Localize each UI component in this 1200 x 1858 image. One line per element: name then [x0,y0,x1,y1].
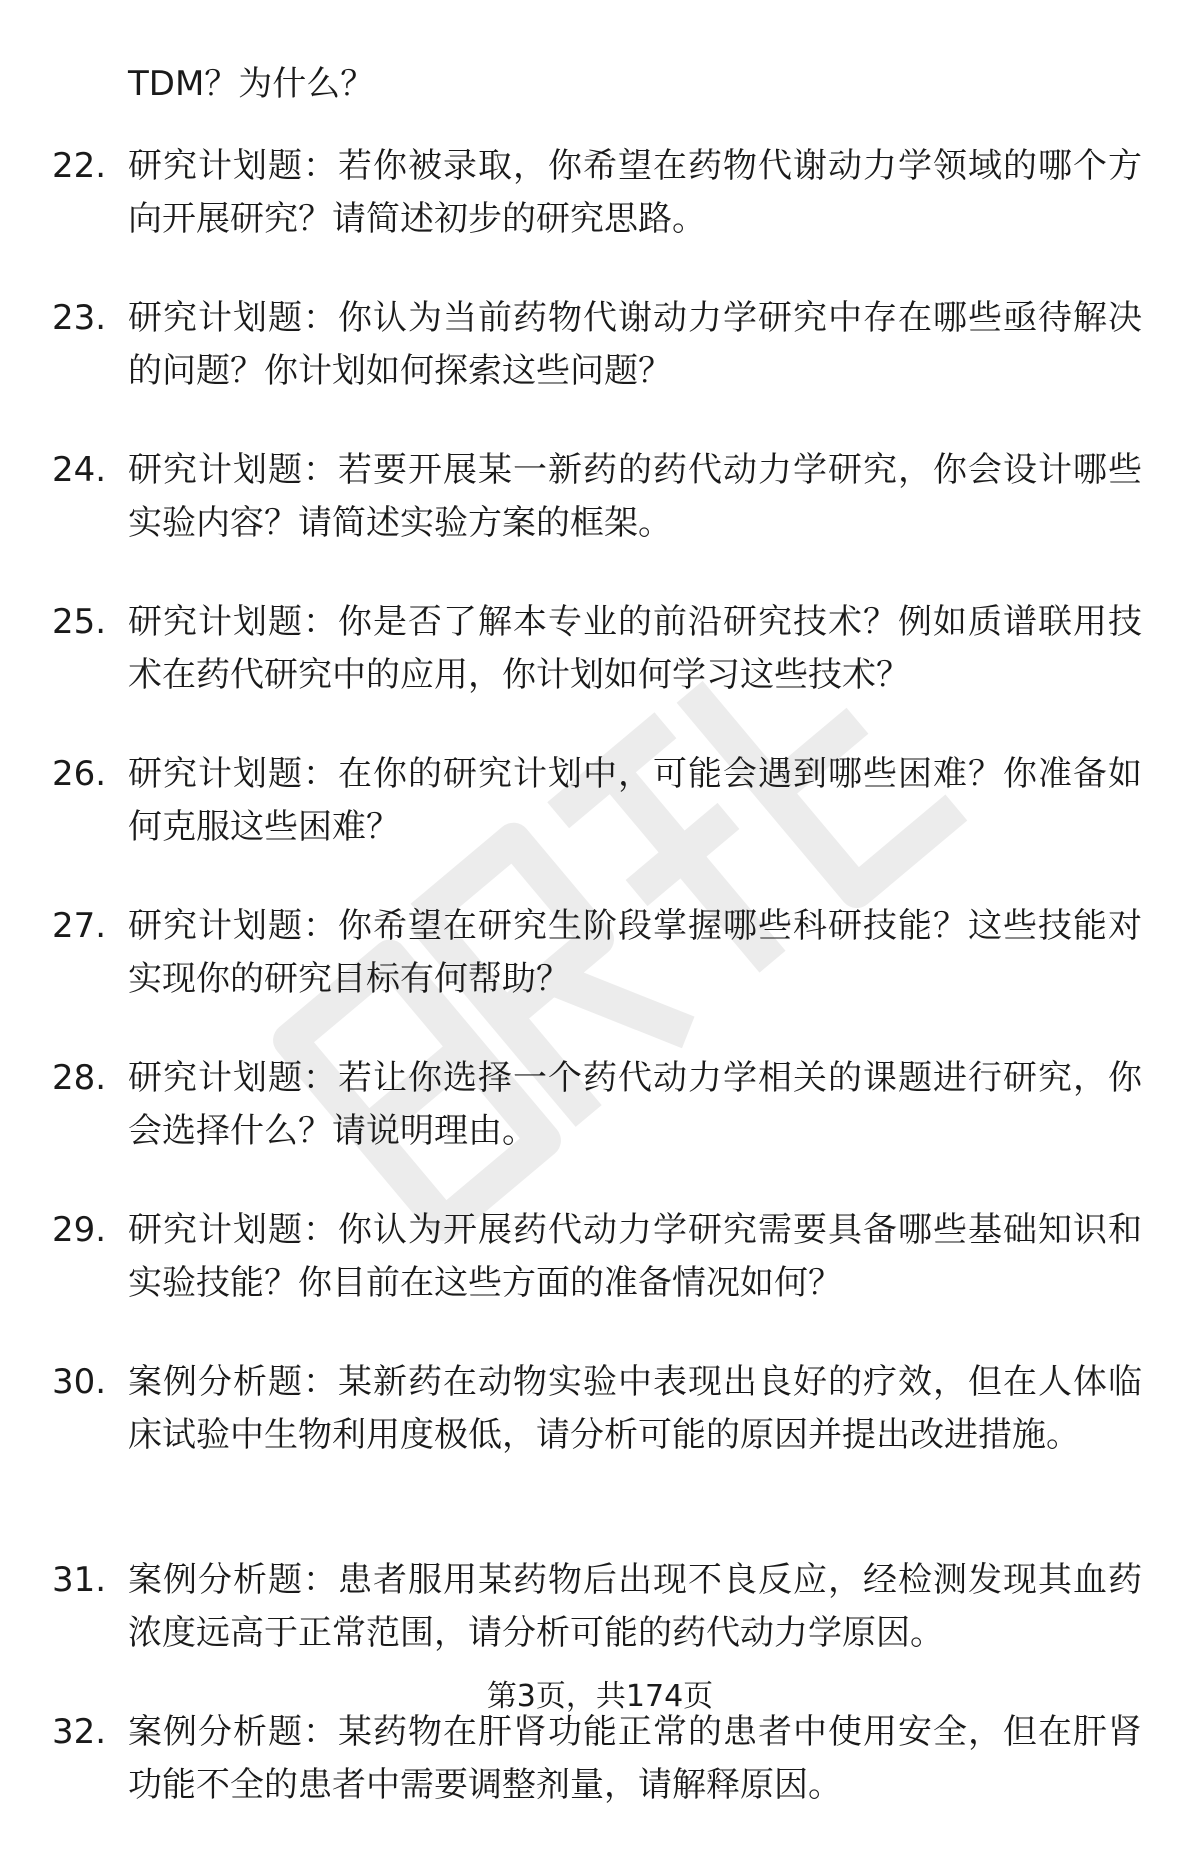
question-number: 28. [52,1058,107,1098]
question-number: 25. [52,602,107,642]
question-item [0,596,1200,748]
question-number: 31. [52,1560,107,1600]
question-text: 案例分析题：患者服用某药物后出现不良反应，经检测发现其血药浓度远高于正常范围，请分析可能的药代动力学原因。 [128,1560,1142,1653]
question-item [0,1052,1200,1204]
question-item [0,292,1200,444]
question-text: 案例分析题：某新药在动物实验中表现出良好的疗效，但在人体临床试验中生物利用度极低，请分析可能的原因并提出改进措施。 [128,1362,1142,1455]
question-text: 研究计划题：你希望在研究生阶段掌握哪些科研技能？这些技能对实现你的研究目标有何帮助？ [128,906,1142,999]
page-indicator: 第3页，共174页 [486,1679,714,1714]
continuation-line: TDM？为什么？ [128,64,375,104]
question-text: 研究计划题：你认为当前药物代谢动力学研究中存在哪些亟待解决的问题？你计划如何探索这些问题？ [128,298,1142,391]
question-text: 研究计划题：若让你选择一个药代动力学相关的课题进行研究，你会选择什么？请说明理由。 [128,1058,1142,1151]
question-number: 30. [52,1362,107,1402]
question-number: 29. [52,1210,107,1250]
question-item [0,444,1200,596]
question-list [0,140,1200,1858]
question-number: 22. [52,146,107,186]
question-text: 研究计划题：你是否了解本专业的前沿研究技术？例如质谱联用技术在药代研究中的应用，你计划如何学习这些技术？ [128,602,1142,695]
question-item [0,140,1200,292]
question-item [0,1706,1200,1858]
question-item [0,1204,1200,1356]
question-number: 24. [52,450,107,490]
page-footer [0,1677,1200,1717]
question-text: 案例分析题：某药物在肝肾功能正常的患者中使用安全，但在肝肾功能不全的患者中需要调整剂量，请解释原因。 [128,1712,1142,1805]
question-text: 研究计划题：你认为开展药代动力学研究需要具备哪些基础知识和实验技能？你目前在这些方面的准备情况如何？ [128,1210,1142,1303]
question-item [0,748,1200,900]
question-text: 研究计划题：若你被录取，你希望在药物代谢动力学领域的哪个方向开展研究？请简述初步的研究思路。 [128,146,1142,239]
question-number: 32. [52,1712,107,1752]
question-item [0,900,1200,1052]
question-number: 26. [52,754,107,794]
question-text: 研究计划题：若要开展某一新药的药代动力学研究，你会设计哪些实验内容？请简述实验方案的框架。 [128,450,1142,543]
question-text: 研究计划题：在你的研究计划中，可能会遇到哪些困难？你准备如何克服这些困难？ [128,754,1142,847]
question-item [0,1356,1200,1554]
question-number: 27. [52,906,107,946]
question-number: 23. [52,298,107,338]
